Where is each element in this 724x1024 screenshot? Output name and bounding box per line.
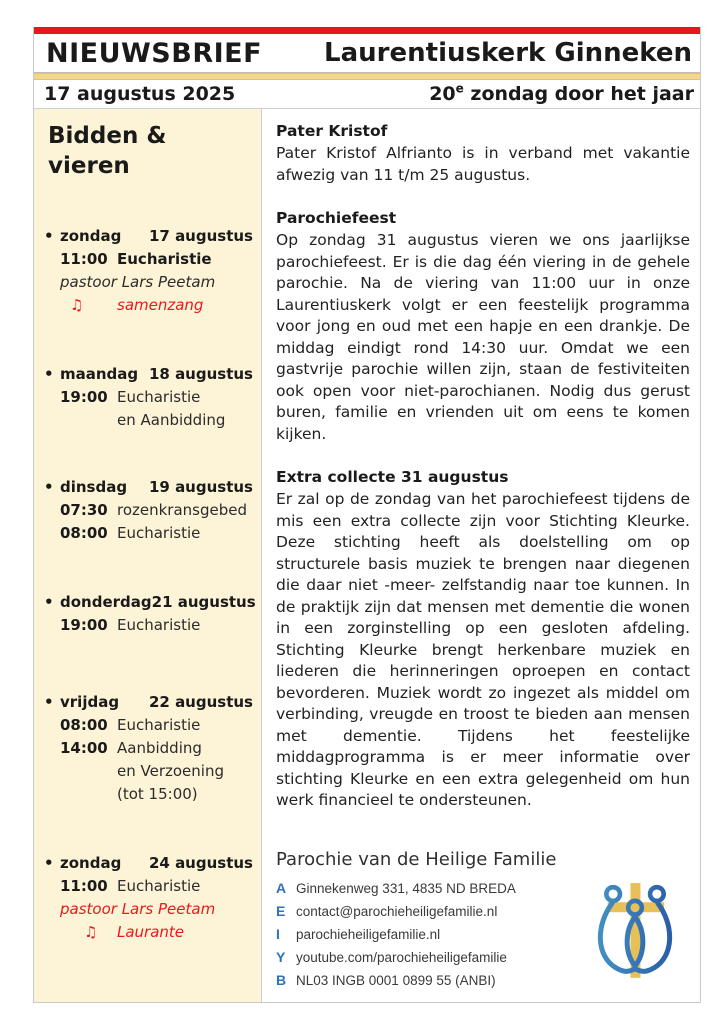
newsletter-page [33, 27, 701, 1003]
address-value: Ginnekenweg 331, 4835 ND BREDA [296, 881, 516, 896]
article-heading: Parochiefeest [276, 209, 397, 227]
entry-activity: Eucharistie [117, 388, 201, 406]
bank-value: NL03 INGB 0001 0899 55 (ANBI) [296, 973, 496, 988]
entry-activity: Eucharistie [117, 524, 201, 542]
entry-activity: Eucharistie [117, 616, 201, 634]
schedule-entry [44, 591, 255, 637]
bullet-icon: • [44, 227, 54, 245]
entry-pastor: pastoor Lars Peetam [60, 900, 216, 918]
content-area [34, 109, 700, 1002]
entry-date: 22 augustus [148, 693, 253, 711]
entry-time: 11:00 [60, 877, 108, 895]
entry-activity-cont: en Verzoening [117, 762, 224, 780]
schedule-entry [44, 691, 255, 806]
liturgical-sunday [429, 83, 694, 105]
masthead [34, 34, 700, 73]
entry-time: 19:00 [60, 616, 108, 634]
entry-activity: Eucharistie [117, 716, 201, 734]
entry-day-date [44, 225, 255, 248]
bullet-icon: • [44, 593, 54, 611]
email-key: E [276, 903, 286, 919]
entry-day-date [44, 691, 255, 714]
entry-date: 24 augustus [148, 854, 253, 872]
article-extra-collecte [276, 467, 690, 812]
entry-day-date [44, 363, 255, 386]
schedule-entry [44, 476, 255, 545]
entry-day: dinsdag [60, 478, 128, 496]
newsletter-title: NIEUWSBRIEF [46, 37, 263, 69]
sunday-number: 20 [429, 83, 456, 105]
entry-activity: Eucharistie [117, 877, 201, 895]
sidebar-title: Bidden & vieren [48, 123, 167, 179]
entry-time: 08:00 [60, 716, 108, 734]
website-value: parochieheiligefamilie.nl [296, 927, 441, 942]
entry-activity: rozenkransgebed [117, 501, 248, 519]
church-name: Laurentiuskerk Ginneken [324, 38, 692, 68]
gold-divider-bar [34, 73, 700, 80]
article-heading: Pater Kristof [276, 122, 388, 140]
contact-website-row [276, 923, 606, 946]
entry-time: 19:00 [60, 388, 108, 406]
entry-activity: Aanbidding [117, 739, 202, 757]
schedule-sidebar [34, 109, 262, 1002]
entry-time: 14:00 [60, 739, 108, 757]
entry-day-date [44, 591, 255, 614]
schedule-entry [44, 225, 255, 317]
entry-activity-cont: en Aanbidding [117, 411, 226, 429]
entry-day-date [44, 852, 255, 875]
entry-line [44, 499, 255, 522]
entry-time: 11:00 [60, 250, 108, 268]
youtube-value: youtube.com/parochieheiligefamilie [296, 950, 507, 965]
article-body: Op zondag 31 augustus vieren we ons jaarlijkse parochiefeest. Er is die dag één viering in de gehele parochie. Na de viering van 11:00 uur in onze Laurentiuskerk volgt er een feestelijk programma voor jong en oud met een hapje en een drankje. De middag eindigt rond 14:30 uur. Omdat we een gastvrije parochie willen zijn, staan de festiviteiten ook open voor niet-parochianen. Nodig dus gerust buren, familie en vrienden uit om eens te komen kijken. [276, 231, 690, 443]
entry-line [44, 760, 255, 783]
entry-day: vrijdag [60, 693, 120, 711]
entry-line [44, 522, 255, 545]
issue-date: 17 augustus 2025 [44, 83, 236, 105]
parish-name: Parochie van de Heilige Familie [276, 849, 557, 870]
bullet-icon: • [44, 478, 54, 496]
entry-music [44, 294, 255, 317]
schedule-entry [44, 363, 255, 432]
entry-date: 21 augustus [151, 593, 256, 611]
parish-logo-icon [594, 876, 676, 994]
entry-activity: Eucharistie [117, 250, 212, 268]
contact-youtube-row [276, 946, 606, 969]
article-heading: Extra collecte 31 augustus [276, 468, 509, 486]
bullet-icon: • [44, 365, 54, 383]
entry-time: 07:30 [60, 501, 108, 519]
entry-music [44, 921, 255, 944]
sunday-label: zondag door het jaar [463, 83, 694, 105]
entry-date: 17 augustus [148, 227, 253, 245]
entry-line [44, 248, 255, 271]
website-key: I [276, 926, 280, 942]
entry-activity-cont: (tot 15:00) [117, 785, 198, 803]
youtube-key: Y [276, 949, 286, 965]
contact-bank-row [276, 969, 606, 992]
entry-line [44, 737, 255, 760]
schedule-entry [44, 852, 255, 944]
entry-day: donderdag [60, 593, 152, 611]
sunday-ordinal-suffix: e [455, 81, 464, 96]
article-body: Er zal op de zondag van het parochiefeest tijdens de mis een extra collecte zijn voor Stichting Kleurke. Deze stichting heeft als doelstelling om op structurele basis muziek te brengen naar diegenen die daar niet -meer- zelfstandig naar toe kunnen. In de praktijk zijn dat mensen met dementie die wonen in een zorginstelling op een gesloten afdeling. Stichting Kleurke brengt herkenbare muziek en liederen die herinneringen oproepen en contact bevorderen. Muziek wordt zo ingezet als middel om verbinding, vreugde en troost te bieden aan mensen met dementie. Tijdens het feestelijke middagprogramma is er meer informatie over stichting Kleurke en een extra gelegenheid om hun werk financieel te ondersteunen. [276, 490, 690, 809]
date-row [34, 80, 700, 109]
entry-line [44, 409, 255, 432]
entry-day-date [44, 476, 255, 499]
email-value: contact@parochieheiligefamilie.nl [296, 904, 498, 919]
entry-date: 19 augustus [148, 478, 253, 496]
music-note-icon: ♫ [84, 923, 98, 941]
bank-key: B [276, 972, 287, 988]
bullet-icon: • [44, 854, 54, 872]
article-parochiefeest [276, 208, 690, 445]
entry-day: zondag [60, 227, 122, 245]
entry-day: zondag [60, 854, 122, 872]
contact-address-row [276, 877, 606, 900]
entry-line [44, 386, 255, 409]
entry-music-label: samenzang [117, 296, 204, 314]
article-pater-kristof [276, 121, 690, 186]
entry-line [44, 714, 255, 737]
article-body: Pater Kristof Alfrianto is in verband met vakantie afwezig van 11 t/m 25 augustus. [276, 144, 690, 184]
contact-email-row [276, 900, 606, 923]
entry-music-label: Laurante [117, 923, 185, 941]
address-key: A [276, 880, 287, 896]
entry-line [44, 783, 255, 806]
entry-day: maandag [60, 365, 139, 383]
main-column [262, 109, 700, 1002]
entry-line [44, 614, 255, 637]
entry-line [44, 875, 255, 898]
bullet-icon: • [44, 693, 54, 711]
entry-time: 08:00 [60, 524, 108, 542]
music-note-icon: ♫ [70, 296, 84, 314]
entry-pastor: pastoor Lars Peetam [60, 273, 216, 291]
top-red-bar [34, 27, 700, 34]
entry-date: 18 augustus [148, 365, 253, 383]
